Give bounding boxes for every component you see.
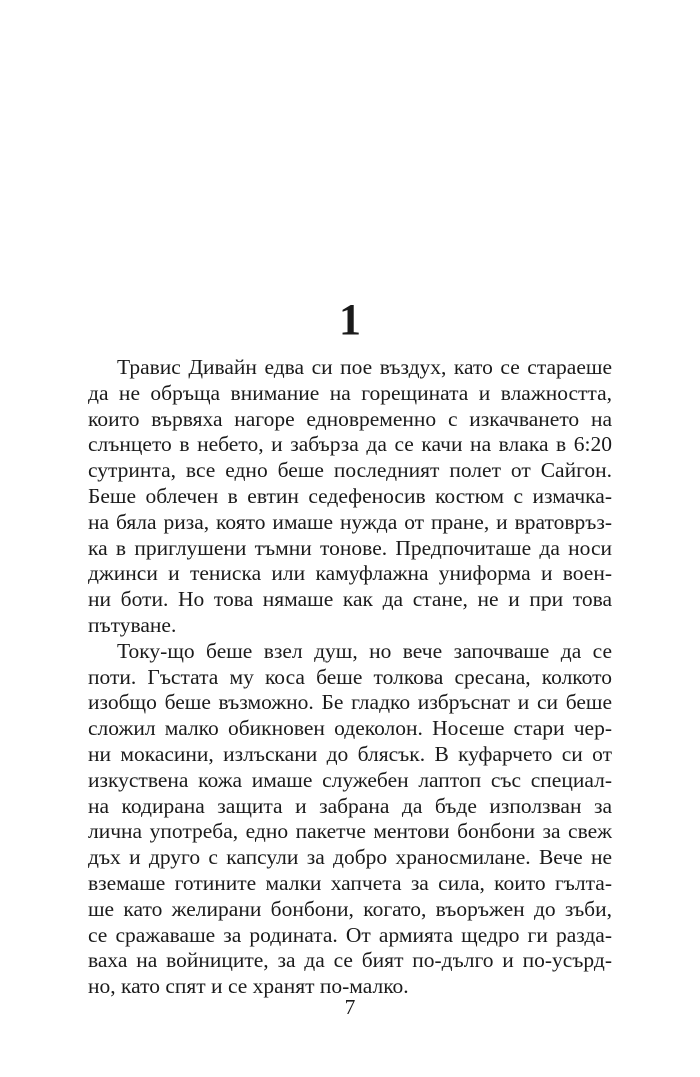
text-line: ни боти. Но това нямаше как да стане, не и при това xyxy=(88,587,612,612)
text-line: дъх и друго с капсули за добро храносмилане. Вече не xyxy=(88,845,612,870)
chapter-number: 1 xyxy=(339,295,361,344)
chapter-body xyxy=(88,355,612,1000)
text-line: се сражаваше за родината. От армията щедро ги разда- xyxy=(88,922,612,947)
page-number: 7 xyxy=(344,995,356,1019)
text-line: да не обръща внимание на горещината и влажността, xyxy=(88,380,612,405)
text-line: лична употреба, едно пакетче ментови бонбони за свеж xyxy=(88,819,612,844)
text-line: сутринта, все едно беше последният полет от Сайгон. xyxy=(88,458,612,483)
text-line: на бяла риза, която имаше нужда от пране, и вратовръз- xyxy=(88,509,612,534)
text-line: пътуване. xyxy=(88,612,177,637)
text-line: ше като желирани бонбони, когато, въоръжен до зъби, xyxy=(88,896,612,921)
text-line: слънцето в небето, и забърза да се качи на влака в 6:20 xyxy=(88,432,612,457)
text-line: сложил малко обикновен одеколон. Носеше стари чер- xyxy=(88,716,612,741)
text-line: на кодирана защита и забрана да бъде използван за xyxy=(88,793,612,818)
text-line: ни мокасини, излъскани до блясък. В куфарчето си от xyxy=(88,741,612,766)
text-line: вземаше готините малки хапчета за сила, които гълта- xyxy=(88,870,612,895)
text-line: Травис Дивайн едва си пое въздух, като се стараеше xyxy=(117,355,612,379)
text-line: Току-що беше взел душ, но вече започваше да се xyxy=(117,638,612,663)
text-line: изобщо беше възможно. Бе гладко избръснат и си беше xyxy=(88,690,612,715)
text-line: джинси и тениска или камуфлажна униформа и воен- xyxy=(88,561,612,586)
paragraph xyxy=(88,639,612,1000)
text-line: ваха на войниците, за да се бият по-дълго и по-усърд- xyxy=(88,948,612,973)
text-line: ка в приглушени тъмни тонове. Предпочиташе да носи xyxy=(88,535,612,560)
paragraph xyxy=(88,355,612,639)
text-line: Беше облечен в евтин седефеносив костюм с измачка- xyxy=(88,483,612,508)
text-line: но, като спят и се хранят по-малко. xyxy=(88,974,409,999)
text-line: които вървяха нагоре едновременно с изкачването на xyxy=(88,406,612,431)
text-line: изкуствена кожа имаше служебен лаптоп със специал- xyxy=(88,767,612,792)
text-line: поти. Гъстата му коса беше толкова сресана, колкото xyxy=(88,664,612,689)
